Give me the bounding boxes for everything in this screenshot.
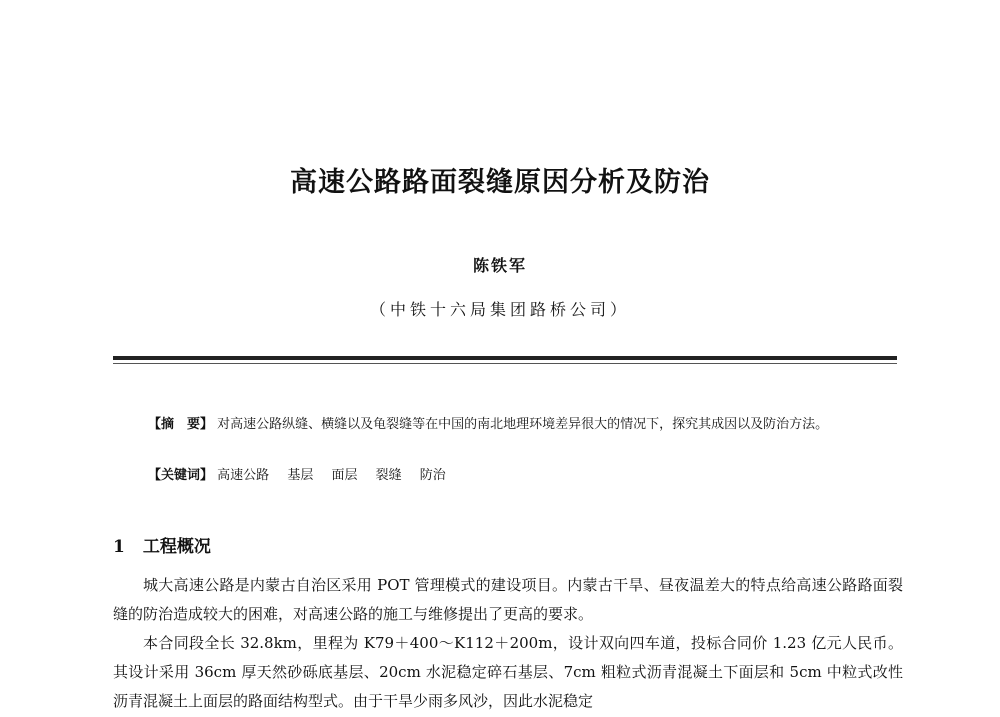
abstract [148,413,878,437]
keyword-term: 基层 [287,468,314,483]
keywords [148,465,460,487]
keyword-term: 面层 [331,468,358,483]
body-paragraph: 本合同段全长 32.8km，里程为 K79＋400～K112＋200m，设计双向四车道，投标合同价 1.23 亿元人民币。其设计采用 36cm 厚天然砂砾底基层、20cm 水泥稳定碎石基层、7cm 粗粒式沥青混凝土下面层和 5cm 中粒式改性沥青混凝土上面层的路面结构型式。由于干旱少雨多风沙，因此水泥稳定 [113,634,903,710]
keyword-term: 防治 [419,468,446,483]
header-rule-thick [113,356,897,360]
author-affiliation: （中铁十六局集团路桥公司） [369,300,630,319]
keyword-term: 裂缝 [375,468,402,483]
paper-title: 高速公路路面裂缝原因分析及防治 [290,167,710,198]
section-number: 1 [113,537,125,557]
section-title: 工程概况 [142,537,211,557]
keywords-label: 【关键词】 [148,468,214,483]
keyword-term: 高速公路 [217,468,270,483]
abstract-label: 【摘 要】 [148,417,214,432]
section-body [113,571,903,716]
body-paragraph: 城大高速公路是内蒙古自治区采用 POT 管理模式的建设项目。内蒙古干旱、昼夜温差大的特点给高速公路路面裂缝的防治造成较大的困难，对高速公路的施工与维修提出了更高的要求。 [113,576,903,623]
section-heading [113,532,211,557]
author-name: 陈铁军 [472,256,527,275]
abstract-text: 对高速公路纵缝、横缝以及龟裂缝等在中国的南北地理环境差异很大的情况下，探究其成因以及防治方法。 [217,417,829,432]
header-rule-thin [113,363,897,364]
